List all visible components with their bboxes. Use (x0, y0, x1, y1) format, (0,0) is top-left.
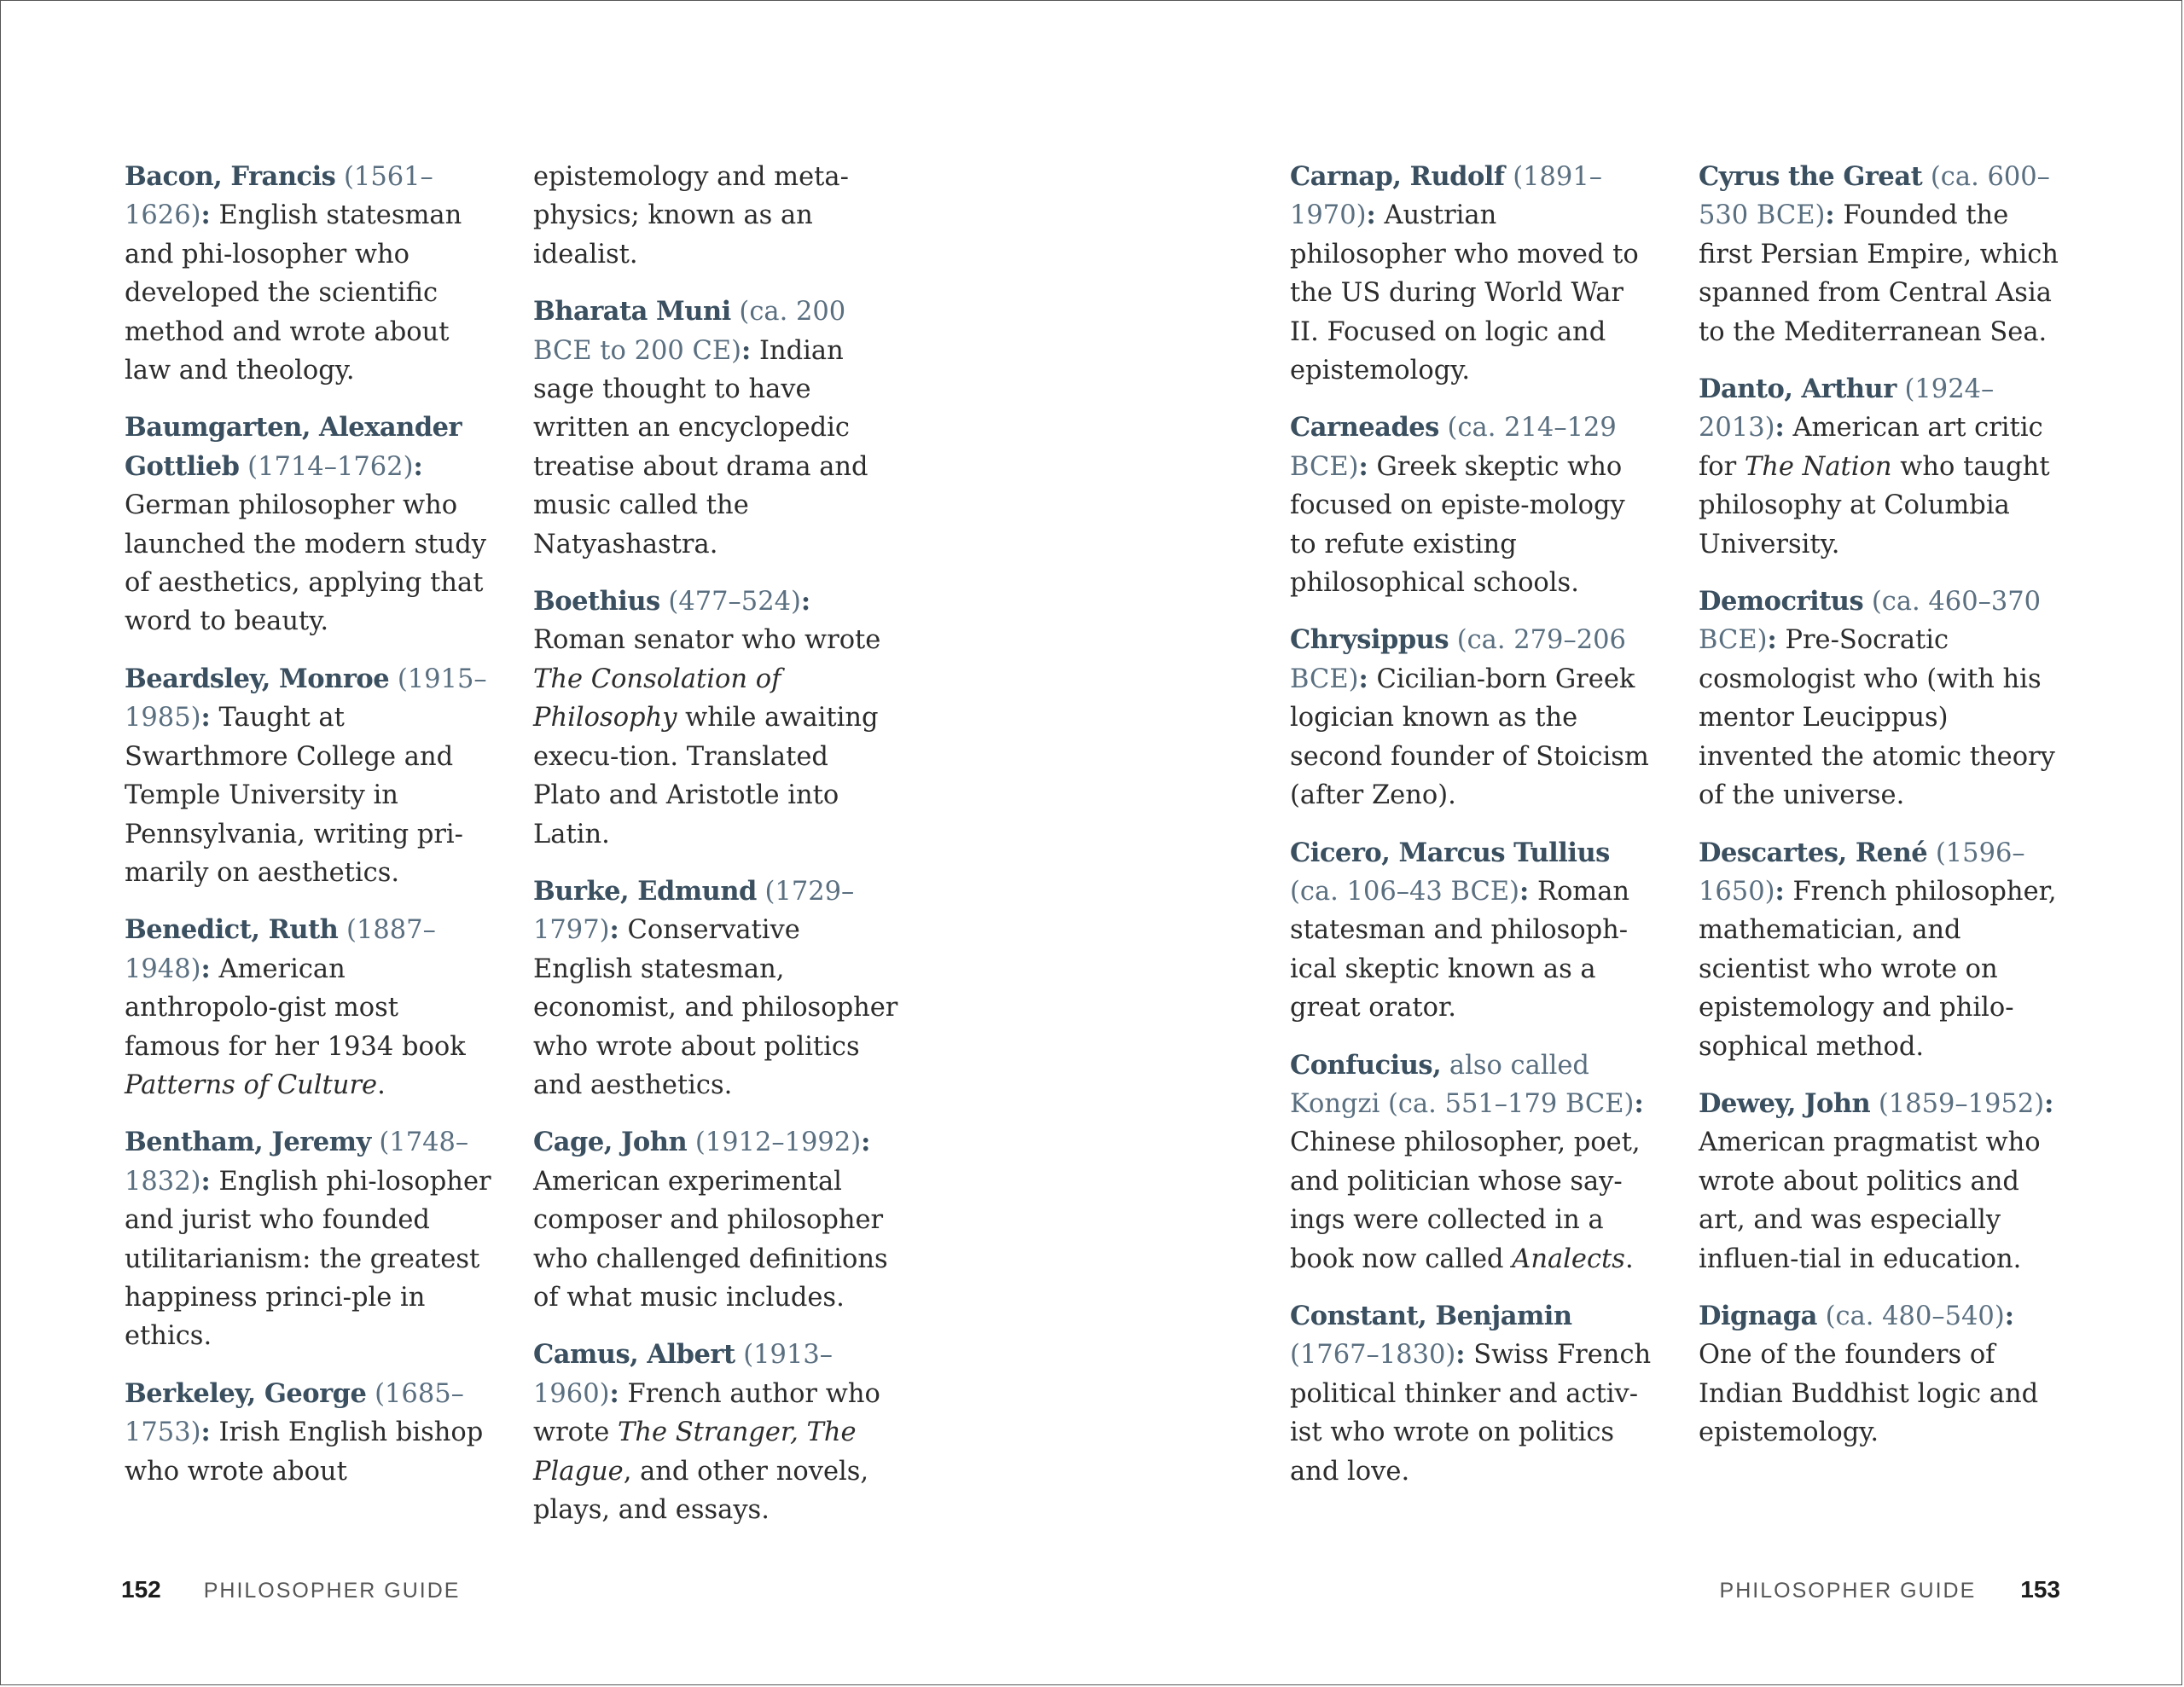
column-3 (1290, 158, 1657, 1510)
entry-dates: (1913–1960) (533, 1340, 834, 1409)
entry-dates: (ca. 279–206 BCE) (1290, 625, 1626, 694)
entry-description: American pragmatist who wrote about politics and art, and was especially influen-tial in education. (1699, 1128, 2041, 1274)
glossary-entry: Burke, Edmund (1729–1797): Conservative English statesman, economist, and philosopher who wrote about politics and aesthetics. (533, 875, 898, 1100)
entry-name: Confucius, (1290, 1049, 1442, 1081)
entry-description: Cicilian-born Greek logician known as the second founder of Stoicism (after Zeno). (1290, 664, 1649, 811)
glossary-entry: Chrysippus (ca. 279–206 BCE): Cicilian-born Greek logician known as the second founder of Stoicism (after Zeno). (1290, 624, 1649, 811)
glossary-entry: Cage, John (1912–1992): American experimental composer and philosopher who challenged definitions of what music includes. (533, 1127, 888, 1313)
entry-name: Baumgarten, Alexander Gottlieb (125, 412, 462, 482)
entry-dates: (1714–1762) (239, 451, 414, 482)
glossary-entry: Baumgarten, Alexander Gottlieb (1714–1762): German philosopher who launched the modern study of aesthetics, applying that word to beauty. (125, 412, 486, 637)
page-number-right: 153 (2020, 1576, 2060, 1603)
entry-dates: (ca. 106–43 BCE) (1290, 876, 1520, 907)
entry-description: French author who wrote (533, 1378, 880, 1448)
entry-description-end: . (377, 1070, 386, 1100)
entry-description: Roman senator who wrote (533, 625, 881, 656)
work-title: The Consolation of Philosophy (533, 664, 781, 733)
entry-name: Chrysippus (1290, 624, 1449, 656)
entry-name: Constant, Benjamin (1290, 1300, 1572, 1331)
work-title: The Stranger, The Plague (533, 1417, 857, 1487)
entry-dates: (1685–1753) (125, 1378, 464, 1448)
glossary-entry: Carnap, Rudolf (1891–1970): Austrian philosopher who moved to the US during World War II. Focused on logic and epistemology. (1290, 161, 1639, 386)
entry-description: Pre-Socratic cosmologist who (with his mentor Leucippus) invented the atomic theory of the universe. (1699, 625, 2055, 811)
glossary-entry: Carneades (ca. 214–129 BCE): Greek skeptic who focused on episte-mology to refute existing philosophical schools. (1290, 412, 1625, 599)
entry-description: One of the founders of Indian Buddhist logic and epistemology. (1699, 1340, 2039, 1448)
entry-description-end: , and other novels, plays, and essays. (533, 1456, 869, 1525)
entry-dates: (1729–1797) (533, 876, 855, 946)
entry-description: Conservative English statesman, economist, and philosopher who wrote about politics and aesthetics. (533, 915, 898, 1100)
glossary-entry: Dewey, John (1859–1952): American pragmatist who wrote about politics and art, and was especially influen-tial in education. (1699, 1087, 2054, 1274)
entry-description: German philosopher who launched the modern study of aesthetics, applying that word to beauty. (125, 490, 486, 637)
entry-name: Cyrus the Great (1699, 161, 1923, 192)
entry-name: Boethius (533, 586, 660, 617)
entry-description: Founded the first Persian Empire, which spanned from Central Asia to the Mediterranean Sea. (1699, 200, 2059, 347)
entry-name: Camus, Albert (533, 1339, 735, 1371)
entry-name: Cage, John (533, 1127, 688, 1158)
entry-name: Cicero, Marcus Tullius (1290, 837, 1610, 868)
glossary-entry: Bharata Muni (ca. 200 BCE to 200 CE): Indian sage thought to have written an encyclopedic treatise about drama and music called the Natyashastra. (533, 296, 868, 559)
entry-name: Berkeley, George (125, 1377, 367, 1409)
entry-name: Bentham, Jeremy (125, 1127, 371, 1158)
entry-name: Beardsley, Monroe (125, 663, 390, 694)
page-number-left: 152 (121, 1576, 161, 1603)
entry-name: Dewey, John (1699, 1087, 1871, 1119)
entry-dates: (1912–1992) (687, 1128, 862, 1158)
column-4 (1699, 158, 2065, 1471)
glossary-entry: Danto, Arthur (1924–2013): American art critic for The Nation who taught philosophy at Columbia University. (1699, 374, 2050, 559)
entry-name: Descartes, René (1699, 837, 1928, 868)
entry-name: Carneades (1290, 412, 1439, 443)
footer-right (1720, 1573, 2060, 1607)
entry-description-end: . (1624, 1244, 1634, 1274)
glossary-entry: Descartes, René (1596–1650): French philosopher, mathematician, and scientist who wrote on epistemology and philo-sophical method. (1699, 837, 2057, 1062)
glossary-entry: Constant, Benjamin (1767–1830): Swiss French political thinker and activ-ist who wrote on politics and love. (1290, 1300, 1652, 1487)
glossary-entry: Camus, Albert (1913–1960): French author who wrote The Stranger, The Plague, and other novels, plays, and essays. (533, 1339, 880, 1525)
glossary-entry: Democritus (ca. 460–370 BCE): Pre-Socratic cosmologist who (with his mentor Leucippus) invented the atomic theory of the universe. (1699, 586, 2055, 811)
glossary-entry: Bacon, Francis (1561–1626): English statesman and phi-losopher who developed the scientific method and wrote about law and theology. (125, 161, 462, 386)
entry-name: Carnap, Rudolf (1290, 161, 1505, 192)
entry-description: Swiss French political thinker and activ-ist who wrote on politics and love. (1290, 1340, 1652, 1487)
entry-description: American experimental composer and philosopher who challenged definitions of what music includes. (533, 1166, 888, 1313)
entry-name: Bacon, Francis (125, 161, 336, 192)
glossary-entry: Cicero, Marcus Tullius (ca. 106–43 BCE): Roman statesman and philosoph-ical skeptic known as a great orator. (1290, 837, 1630, 1023)
entry-name: Bharata Muni (533, 296, 731, 328)
glossary-entry: Dignaga (ca. 480–540): One of the founders of Indian Buddhist logic and epistemology. (1699, 1300, 2039, 1448)
entry-description: Taught at Swarthmore College and Temple University in Pennsylvania, writing pri-marily on aesthetics. (125, 703, 463, 888)
entry-dates: (1915–1985) (125, 664, 487, 733)
entry-name: Benedict, Ruth (125, 914, 339, 946)
glossary-entry: Confucius, also called Kongzi (ca. 551–179 BCE): Chinese philosopher, poet, and politician whose say-ings were collected in a book now called Analects. (1290, 1049, 1644, 1274)
entry-dates: (1887–1948) (125, 915, 436, 984)
continued-text: epistemology and meta-physics; known as an idealist. (533, 162, 849, 270)
entry-dates: (ca. 460–370 BCE) (1699, 587, 2042, 656)
entry-name: Dignaga (1699, 1300, 1817, 1331)
column-1 (125, 158, 491, 1510)
work-title: Analects (1503, 1244, 1625, 1274)
glossary-entry: Berkeley, George (1685–1753): Irish English bishop who wrote about (125, 1377, 484, 1487)
entry-description: French philosopher, mathematician, and scientist who wrote on epistemology and philo-sophical method. (1699, 876, 2057, 1062)
entry-description: Austrian philosopher who moved to the US during World War II. Focused on logic and epistemology. (1290, 200, 1639, 386)
entry-description-end: while awaiting execu-tion. Translated Plato and Aristotle into Latin. (533, 703, 879, 849)
entry-description: English statesman and phi-losopher who developed the scientific method and wrote about law and theology. (125, 200, 462, 386)
work-title: The Nation (1736, 451, 1892, 482)
entry-description: Greek skeptic who focused on episte-mology to refute existing philosophical schools. (1290, 451, 1625, 599)
entry-dates: also called Kongzi (ca. 551–179 BCE) (1290, 1050, 1635, 1119)
footer-left (121, 1573, 460, 1607)
glossary-entry: Boethius (477–524): Roman senator who wrote The Consolation of Philosophy while awaiting execu-tion. Translated Plato and Aristotle into Latin. (533, 586, 881, 849)
entry-dates: (1924–2013) (1699, 374, 1995, 443)
work-title: Patterns of Culture (125, 1070, 378, 1100)
glossary-entry: Cyrus the Great (ca. 600–530 BCE): Founded the first Persian Empire, which spanned from Central Asia to the Mediterranean Sea. (1699, 161, 2059, 347)
running-title-left: PHILOSOPHER GUIDE (203, 1579, 461, 1603)
entry-description: American art critic for (1699, 413, 2043, 482)
entry-description: English phi-losopher and jurist who founded utilitarianism: the greatest happiness princi-ple in ethics. (125, 1166, 491, 1352)
entry-dates: (1767–1830) (1290, 1340, 1456, 1371)
glossary-entry: Benedict, Ruth (1887–1948): American anthropolo-gist most famous for her 1934 book Patterns of Culture. (125, 914, 466, 1100)
entry-description: Irish English bishop who wrote about (125, 1417, 484, 1487)
entry-name: Democritus (1699, 586, 1864, 617)
column-2 (533, 158, 900, 1548)
entry-dates: (1859–1952) (1870, 1088, 2045, 1119)
entry-description: Indian sage thought to have written an encyclopedic treatise about drama and music called the Natyashastra. (533, 335, 868, 559)
entry-description: Chinese philosopher, poet, and politician whose say-ings were collected in a book now called (1290, 1128, 1641, 1274)
entry-dates: (1596–1650) (1699, 838, 2025, 907)
glossary-entry: Bentham, Jeremy (1748–1832): English phi-losopher and jurist who founded utilitarianism: the greatest happiness princi-ple in ethics. (125, 1127, 491, 1352)
entry-dates: (1561–1626) (125, 162, 433, 231)
entry-name: Burke, Edmund (533, 875, 757, 907)
entry-description-end: who taught philosophy at Columbia University. (1699, 451, 2050, 559)
entry-dates: (477–524) (659, 587, 801, 617)
entry-dates: (ca. 214–129 BCE) (1290, 413, 1617, 482)
entry-dates: (ca. 600–530 BCE) (1699, 162, 2050, 231)
entry-dates: (1748–1832) (125, 1128, 469, 1197)
entry-name: Danto, Arthur (1699, 374, 1896, 405)
entry-description: Roman statesman and philosoph-ical skeptic known as a great orator. (1290, 876, 1630, 1023)
entry-description: American anthropolo-gist most famous for her 1934 book (125, 954, 466, 1062)
entry-dates: (ca. 480–540) (1816, 1301, 2005, 1331)
running-title-right: PHILOSOPHER GUIDE (1719, 1579, 1977, 1603)
glossary-entry: Beardsley, Monroe (1915–1985): Taught at Swarthmore College and Temple University in Pennsylvania, writing pri-marily on aesthetics. (125, 663, 487, 888)
entry-dates: (ca. 200 BCE to 200 CE) (533, 297, 846, 366)
entry-dates: (1891–1970) (1290, 162, 1602, 231)
